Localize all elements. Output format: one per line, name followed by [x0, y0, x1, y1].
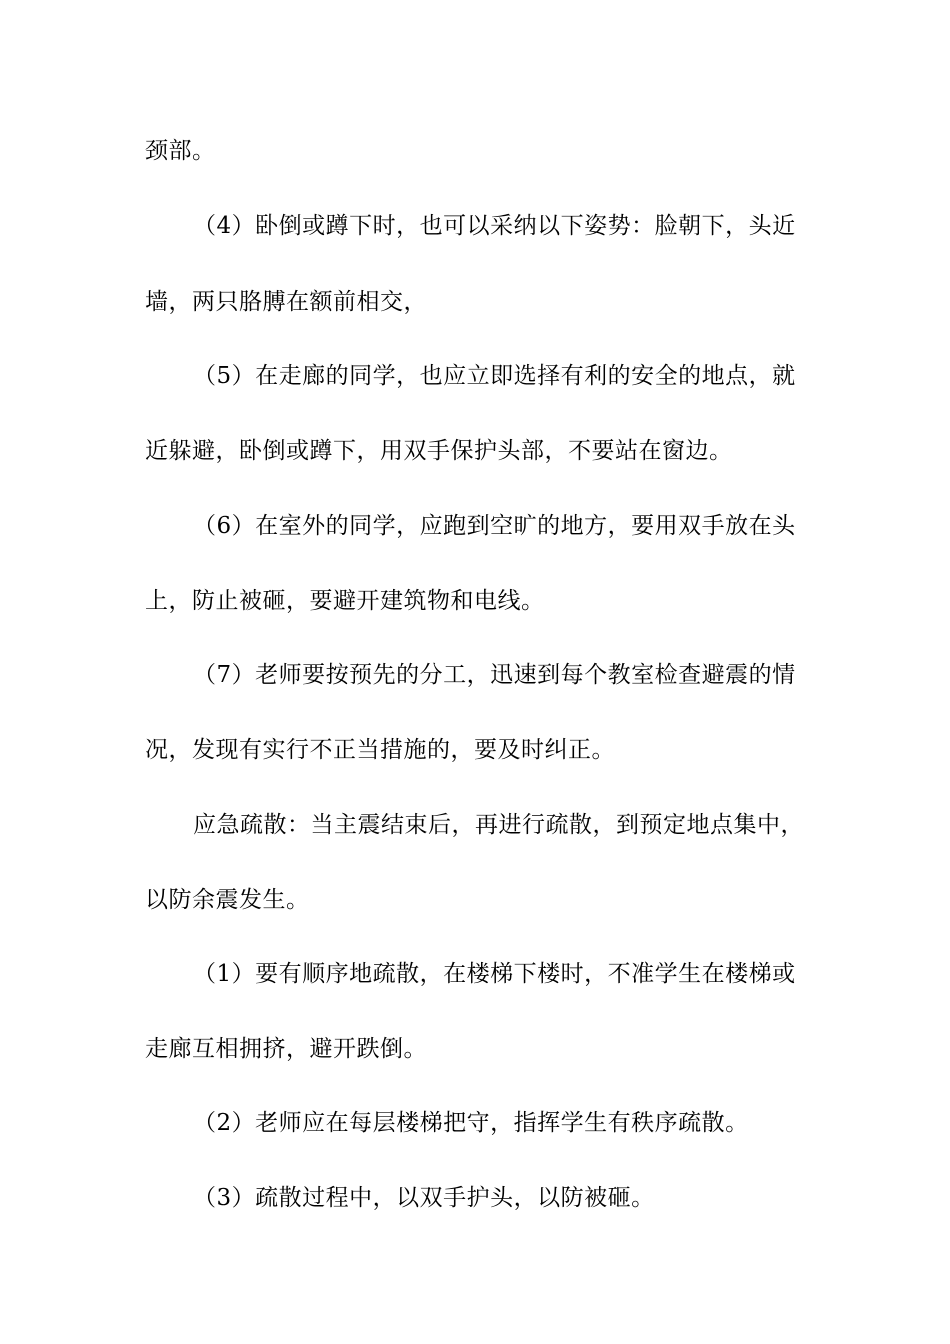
text-line: （7）老师要按预先的分工，迅速到每个教室检查避震的情	[193, 662, 796, 688]
text-line: （5）在走廊的同学，也应立即选择有利的安全的地点，就	[193, 363, 796, 389]
text-line: 颈部。	[145, 138, 216, 164]
text-line: （6）在室外的同学，应跑到空旷的地方，要用双手放在头	[193, 513, 796, 539]
text-line: 墙，两只胳膊在额前相交，	[145, 289, 427, 315]
text-line: （1）要有顺序地疏散，在楼梯下楼时，不准学生在楼梯或	[193, 961, 796, 987]
text-line: 近躲避，卧倒或蹲下，用双手保护头部，不要站在窗边。	[145, 438, 733, 464]
text-line: （4）卧倒或蹲下时，也可以采纳以下姿势：脸朝下，头近	[193, 213, 796, 239]
text-line: （3）疏散过程中，以双手护头，以防被砸。	[193, 1185, 655, 1211]
text-line: 走廊互相拥挤，避开跌倒。	[145, 1036, 427, 1062]
text-line: 以防余震发生。	[145, 887, 310, 913]
text-line: 应急疏散：当主震结束后，再进行疏散，到预定地点集中，	[193, 812, 804, 838]
text-line: 况，发现有实行不正当措施的，要及时纠正。	[145, 737, 615, 763]
text-line: （2）老师应在每层楼梯把守，指挥学生有秩序疏散。	[193, 1110, 749, 1136]
text-line: 上，防止被砸，要避开建筑物和电线。	[145, 588, 545, 614]
